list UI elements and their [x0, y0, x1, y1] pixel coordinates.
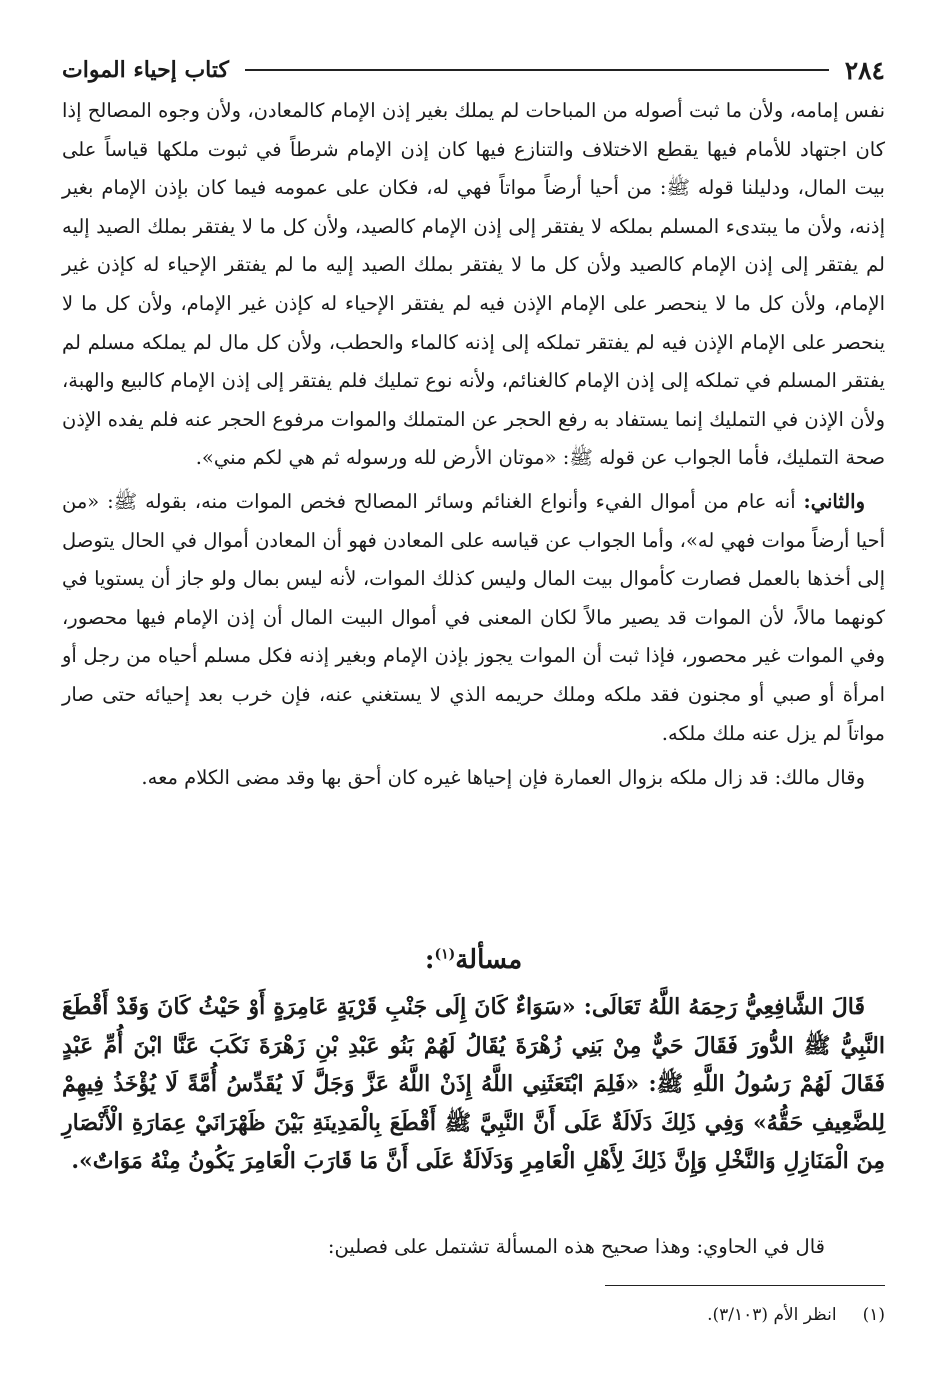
footnote-number: (١) — [862, 1305, 885, 1325]
paragraph-malik: وقال مالك: قد زال ملكه بزوال العمارة فإن إحياها غيره كان أحق بها وقد مضى الكلام معه. — [141, 766, 865, 790]
main-text — [62, 92, 885, 798]
section-heading-colon: : — [424, 945, 435, 975]
footnote — [285, 1300, 885, 1330]
closing-line: قال في الحاوي: وهذا صحيح هذه المسألة تشتمل على فصلين: — [327, 1235, 825, 1258]
footnote-reference[interactable]: (١) — [434, 946, 456, 963]
header-rule — [245, 69, 829, 71]
running-header — [62, 52, 885, 88]
shafii-quote — [62, 988, 885, 1181]
paragraph-second — [62, 483, 885, 753]
footnote-rule — [605, 1285, 885, 1286]
paragraph-1: نفس إمامه، ولأن ما ثبت أصوله من المباحات لم يملك بغير إذن الإمام كالمعادن، ولأن وجوه المصالح إذا كان اجتهاد للأمام فيها يقطع الاختلاف والتنازع فيها كان إذن الإمام شرطاً في ثبوت ملكها قياساً على بيت المال، ودليلنا قوله ﷺ: من أحيا أرضاً مواتاً فهي له، فكان على عمومه فيما كان بإذن الإمام بغير إذنه، ولأن ما يبتدىء المسلم بملكه لا يفتقر إلى إذن الإمام كالصيد، ولأن كل ما لا يفتقر بملك الصيد إليه لم يفتقر إلى إذن الإمام كالصيد ولأن كل ما لا يفتقر بملك الصيد إليه ما لم يفتقر الإحياء له كإذن غير الإمام، ولأن كل ما لا ينحصر على الإمام الإذن فيه لم يفتقر الإحياء له كإذن غير الإمام، ولأن كل ما لا ينحصر على الإمام الإذن فيه لم يفتقر تملكه إلى إذنه كالماء والحطب، ولأن كل مال لم يملكه مسلم لم يفتقر المسلم في تملكه إلى إذن الإمام كالغنائم، ولأنه نوع تمليك فلم يفتقر إلى إذن الإمام كالبيع والهبة، ولأن الإذن في التمليك إنما يستفاد به رفع الحجر عن المتملك والموات مرفوع الحجر عنه فلم يفده الإذن صحة التمليك، فأما الجواب عن قوله ﷺ: «موتان الأرض لله ورسوله ثم هي لكم مني». — [62, 99, 886, 470]
section-heading-text: مسألة — [455, 945, 523, 975]
paragraph-second-text: أنه عام من أموال الفيء وأنواع الغنائم وسائر المصالح فخص الموات منه، بقوله ﷺ: «من أحيا أرضاً موات فهي له»، وأما الجواب عن قياسه على المعادن فهو أن المعادن أموال في الحال يتوصل إلى أخذها بالعمل فصارت كأموال بيت المال وليس كذلك الموات، لأنه ليس بمال ولو جاز أن يستويا في كونهما مالاً، لأن الموات قد يصير مالاً لكان المعنى في أموال البيت المال أن إذن الإمام فيها محصور، وفي الموات غير محصور، فإذا ثبت أن الموات يجوز بإذن الإمام وبغير إذنه فكل مسلم أحياه من رجل أو امرأة أو صبي أو مجنون فقد ملكه وملك حريمه الذي لا يستغني عنه، فإن خرب بعد إحيائه حتى صار مواتاً لم يزل عنه ملك ملكه. — [62, 489, 885, 745]
section-heading — [62, 940, 885, 980]
shafii-quote-text: قَالَ الشَّافِعِيُّ رَحِمَهُ اللَّهُ تَعَالَى: «سَوَاءٌ كَانَ إِلَى جَنْبِ قَرْيَةٍ عَامِرَةٍ أَوْ حَيْثُ كَانَ وَقَدْ أَقْطَعَ النَّبِيُّ ﷺ الدُّورَ فَقَالَ حَيٌّ مِنْ بَنِي زُهْرَةَ يُقَالُ لَهُمْ بَنُو عَبْدِ بْنِ زَهْرَةَ نَكَبَ عَنَّا ابْنَ أُمِّ عَبْدٍ فَقَالَ لَهُمْ رَسُولُ اللَّهِ ﷺ: «فَلِمَ ابْتَعَثَنِي اللَّهُ إِذَنْ اللَّهُ عَزَّ وَجَلَّ لَا يُقَدِّسُ أُمَّةً لَا يُؤْخَذُ فِيهِمْ لِلضَّعِيفِ حَقُّهُ» وَفِي ذَلِكَ دَلَالَةٌ عَلَى أَنَّ النَّبِيَّ ﷺ أَقْطَعَ بِالْمَدِينَةِ بَيْنَ ظَهْرَانَيْ عِمَارَةِ الْأَنْصَارِ مِنَ الْمَنَازِلِ وَالنَّخْلِ وَإِنَّ ذَلِكَ لِأَهْلِ الْعَامِرِ وَدَلَالَةٌ عَلَى أَنَّ مَا قَارَبَ الْعَامِرَ يَكُونُ مِنْهُ مَوَاتٌ». — [62, 994, 885, 1174]
paragraph-second-lead: والثاني: — [803, 489, 865, 513]
book-title: كتاب إحياء الموات — [62, 57, 229, 83]
footnote-text: انظر الأم (٣/١٠٣). — [707, 1305, 837, 1325]
page-number: ٢٨٤ — [844, 55, 885, 85]
